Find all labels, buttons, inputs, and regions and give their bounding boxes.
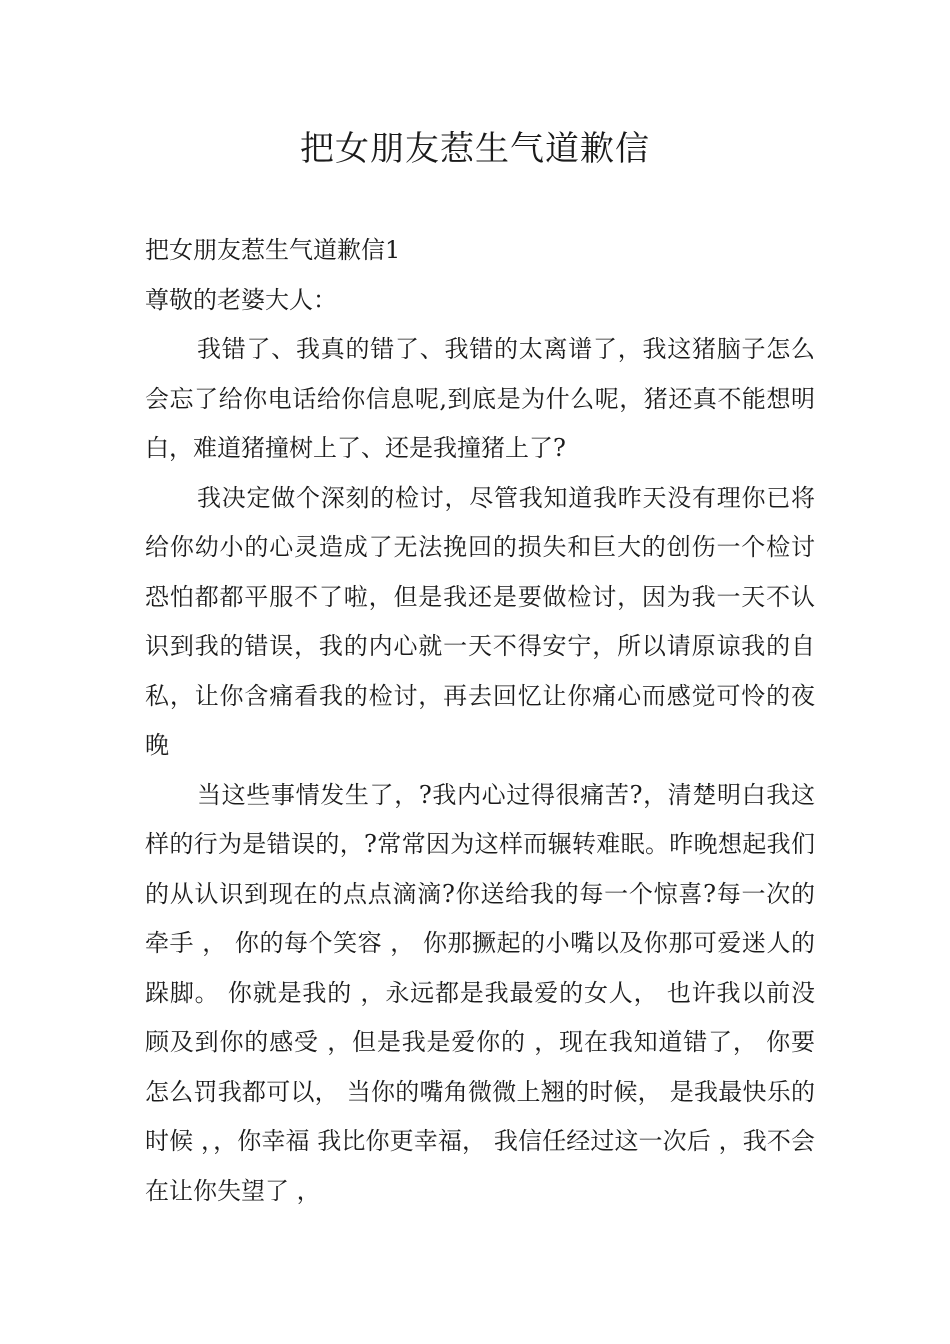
paragraph-3: 当这些事情发生了，?我内心过得很痛苦?，清楚明白我这样的行为是错误的，?常常因为这样而辗转难眠。昨晚想起我们的从认识到现在的点点滴滴?你送给我的每一个惊喜?每一次的牵手 ， 你的每个笑容 ， 你那撅起的小嘴以及你那可爱迷人的跺脚。 你就是我的 ，永远都是我最爱的女人， 也许我以前没顾及到你的感受 ，但是我是爱你的 ，现在我知道错了， 你要怎么罚我都可以， 当你的嘴角微微上翘的时候， 是我最快乐的时候 ，，你幸福 我比你更幸福， 我信任经过这一次后 ，我不会在让你失望了 ， [145,780,815,1205]
document-body [145,226,815,1216]
document-title: 把女朋友惹生气道歉信 [300,129,650,169]
salutation: 尊敬的老婆大人： [145,285,337,314]
paragraph-2: 我决定做个深刻的检讨，尽管我知道我昨天没有理你已将给你幼小的心灵造成了无法挽回的损失和巨大的创伤一个检讨恐怕都都平服不了啦，但是我还是要做检讨，因为我一天不认识到我的错误，我的内心就一天不得安宁，所以请原谅我的自私，让你含痛看我的检讨，再去回忆让你痛心而感觉可怜的夜晚 [145,483,815,759]
document-subtitle: 把女朋友惹生气道歉信1 [145,236,401,264]
paragraph-1: 我错了、我真的错了、我错的太离谱了，我这猪脑子怎么会忘了给你电话给你信息呢,到底是为什么呢，猪还真不能想明白，难道猪撞树上了、还是我撞猪上了? [145,335,815,462]
